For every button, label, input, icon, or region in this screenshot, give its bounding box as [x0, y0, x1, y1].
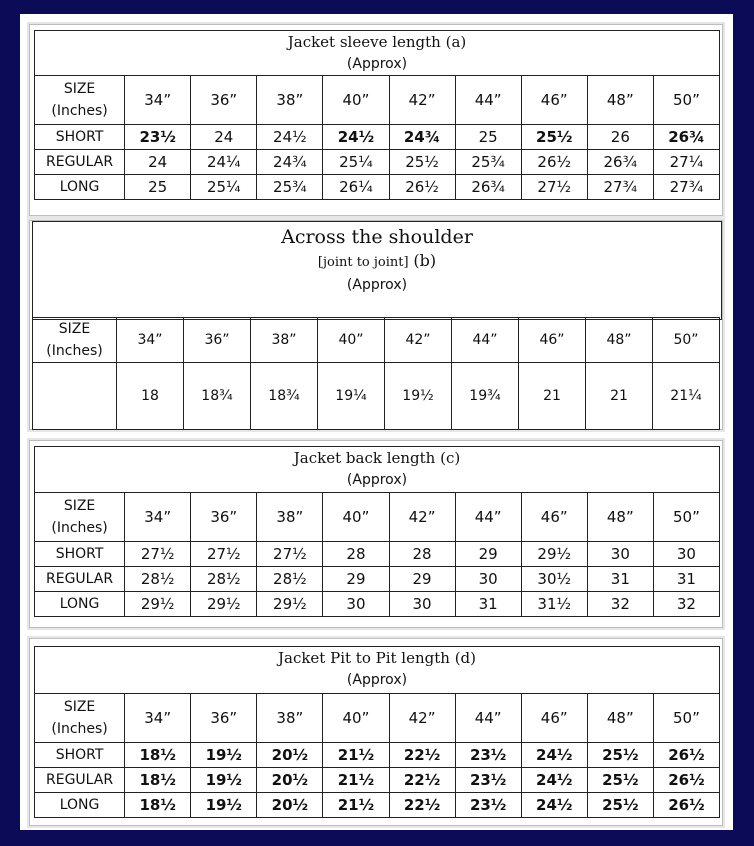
value-cell: 25½ — [389, 150, 455, 175]
pit-panel — [29, 638, 723, 826]
back-panel — [29, 440, 723, 628]
size-header-cell: 46” — [521, 76, 587, 125]
value-cell: 31½ — [521, 592, 587, 617]
shoulder-panel — [29, 220, 723, 430]
pit-title-box — [34, 646, 720, 694]
value-cell: 19¼ — [318, 363, 385, 430]
value-cell: 32 — [587, 592, 653, 617]
shoulder-title-box — [32, 221, 722, 320]
size-header-cell: 44” — [455, 694, 521, 743]
value-cell: 25 — [455, 125, 521, 150]
value-cell: 30½ — [521, 567, 587, 592]
value-cell: 24 — [191, 125, 257, 150]
table-row — [35, 150, 720, 175]
value-cell: 29 — [389, 567, 455, 592]
value-cell: 23½ — [125, 125, 191, 150]
value-cell: 29½ — [521, 542, 587, 567]
table-row — [35, 567, 720, 592]
sleeve-table — [34, 75, 720, 200]
value-cell: 30 — [389, 592, 455, 617]
size-header-cell: 44” — [452, 318, 519, 363]
value-cell: 24½ — [323, 125, 389, 150]
value-cell: 29½ — [125, 592, 191, 617]
size-header-cell: 44” — [455, 76, 521, 125]
size-header-cell: 34” — [125, 694, 191, 743]
value-cell: 25½ — [587, 793, 653, 818]
sleeve-panel — [29, 24, 723, 216]
pit-title: Jacket Pit to Pit length (d) — [277, 649, 477, 667]
row-label-cell: REGULAR — [35, 150, 125, 175]
value-cell: 30 — [587, 542, 653, 567]
value-cell: 28½ — [257, 567, 323, 592]
value-cell: 24½ — [521, 793, 587, 818]
header-row — [35, 493, 720, 542]
value-cell: 21 — [519, 363, 586, 430]
value-cell: 30 — [455, 567, 521, 592]
value-cell: 24½ — [521, 768, 587, 793]
value-cell: 26½ — [653, 793, 719, 818]
value-cell: 22½ — [389, 768, 455, 793]
table-row — [35, 768, 720, 793]
back-title-box — [34, 446, 720, 493]
value-cell: 32 — [653, 592, 719, 617]
value-cell: 26 — [587, 125, 653, 150]
value-cell: 26½ — [653, 743, 719, 768]
value-cell: 18½ — [125, 793, 191, 818]
value-cell: 27½ — [257, 542, 323, 567]
value-cell: 24¾ — [389, 125, 455, 150]
value-cell: 26¾ — [455, 175, 521, 200]
value-cell: 25 — [125, 175, 191, 200]
value-cell: 31 — [653, 567, 719, 592]
size-label-cell: SIZE (Inches) — [35, 694, 125, 743]
size-header-cell: 48” — [587, 76, 653, 125]
value-cell: 21½ — [323, 793, 389, 818]
size-header-cell: 48” — [587, 493, 653, 542]
value-cell: 19¾ — [452, 363, 519, 430]
header-row — [35, 694, 720, 743]
size-header-cell: 36” — [184, 318, 251, 363]
value-cell: 27¾ — [587, 175, 653, 200]
shoulder-subtitle-bracket: [joint to joint] — [317, 255, 409, 270]
value-cell: 20½ — [257, 768, 323, 793]
value-cell: 21½ — [323, 743, 389, 768]
row-label-cell: LONG — [35, 592, 125, 617]
value-cell: 21½ — [323, 768, 389, 793]
value-cell: 24¼ — [191, 150, 257, 175]
value-cell: 19½ — [191, 793, 257, 818]
pit-approx: (Approx) — [346, 672, 408, 688]
size-label-cell: SIZE (Inches) — [35, 493, 125, 542]
value-cell: 20½ — [257, 793, 323, 818]
size-header-cell: 50” — [653, 76, 719, 125]
size-header-cell: 40” — [323, 76, 389, 125]
value-cell: 26½ — [521, 150, 587, 175]
shoulder-title: Across the shoulder — [281, 226, 473, 248]
value-cell: 25¼ — [191, 175, 257, 200]
value-cell: 24½ — [521, 743, 587, 768]
value-cell: 30 — [323, 592, 389, 617]
value-cell: 28 — [389, 542, 455, 567]
header-row — [35, 76, 720, 125]
size-header-cell: 38” — [257, 76, 323, 125]
value-cell: 28 — [323, 542, 389, 567]
shoulder-approx: (Approx) — [346, 277, 408, 293]
value-cell: 29½ — [191, 592, 257, 617]
row-label-cell: LONG — [35, 793, 125, 818]
value-cell: 31 — [587, 567, 653, 592]
table-row — [35, 592, 720, 617]
value-cell: 18 — [117, 363, 184, 430]
value-cell: 24¾ — [257, 150, 323, 175]
row-label-cell: SHORT — [35, 542, 125, 567]
size-header-cell: 50” — [653, 694, 719, 743]
value-cell: 28½ — [125, 567, 191, 592]
size-header-cell: 48” — [586, 318, 653, 363]
blank-label-cell — [33, 363, 117, 430]
size-header-cell: 42” — [389, 694, 455, 743]
size-header-cell: 42” — [385, 318, 452, 363]
value-cell: 27½ — [521, 175, 587, 200]
value-cell: 25¾ — [257, 175, 323, 200]
sleeve-approx: (Approx) — [346, 56, 408, 72]
value-cell: 23½ — [455, 768, 521, 793]
value-cell: 26½ — [653, 768, 719, 793]
value-cell: 27½ — [191, 542, 257, 567]
size-header-cell: 50” — [653, 318, 720, 363]
size-header-cell: 42” — [389, 493, 455, 542]
size-header-cell: 38” — [251, 318, 318, 363]
value-cell: 21 — [586, 363, 653, 430]
table-row — [35, 793, 720, 818]
back-approx: (Approx) — [346, 472, 408, 488]
size-header-cell: 46” — [521, 493, 587, 542]
value-cell: 29 — [455, 542, 521, 567]
size-header-cell: 48” — [587, 694, 653, 743]
back-table — [34, 492, 720, 617]
value-cell: 18¾ — [184, 363, 251, 430]
value-cell: 26¼ — [323, 175, 389, 200]
size-header-cell: 50” — [653, 493, 719, 542]
value-cell: 27¼ — [653, 150, 719, 175]
shoulder-table — [32, 317, 720, 430]
value-cell: 27¾ — [653, 175, 719, 200]
value-cell: 19½ — [385, 363, 452, 430]
table-row — [35, 542, 720, 567]
table-row — [35, 743, 720, 768]
size-chart-frame — [20, 14, 733, 830]
table-row — [35, 125, 720, 150]
size-header-cell: 38” — [257, 694, 323, 743]
value-cell: 26¾ — [653, 125, 719, 150]
value-cell: 27½ — [125, 542, 191, 567]
row-label-cell: SHORT — [35, 743, 125, 768]
size-header-cell: 44” — [455, 493, 521, 542]
value-cell: 22½ — [389, 743, 455, 768]
size-header-cell: 36” — [191, 694, 257, 743]
value-cell: 18¾ — [251, 363, 318, 430]
value-cell: 26¾ — [587, 150, 653, 175]
value-cell: 19½ — [191, 768, 257, 793]
value-cell: 25¾ — [455, 150, 521, 175]
value-cell: 30 — [653, 542, 719, 567]
back-title: Jacket back length (c) — [293, 449, 461, 467]
size-header-cell: 38” — [257, 493, 323, 542]
size-header-cell: 34” — [117, 318, 184, 363]
row-label-cell: SHORT — [35, 125, 125, 150]
value-cell: 28½ — [191, 567, 257, 592]
value-cell: 29½ — [257, 592, 323, 617]
row-label-cell: REGULAR — [35, 567, 125, 592]
value-cell: 18½ — [125, 768, 191, 793]
value-cell: 24 — [125, 150, 191, 175]
sleeve-title-box — [34, 30, 720, 76]
value-cell: 24½ — [257, 125, 323, 150]
row-label-cell: REGULAR — [35, 768, 125, 793]
sleeve-title: Jacket sleeve length (a) — [287, 33, 467, 51]
size-header-cell: 42” — [389, 76, 455, 125]
value-cell: 25½ — [587, 743, 653, 768]
value-cell: 31 — [455, 592, 521, 617]
size-header-cell: 36” — [191, 493, 257, 542]
size-label-cell: SIZE (Inches) — [33, 318, 117, 363]
value-cell: 25½ — [521, 125, 587, 150]
header-row — [33, 318, 720, 363]
size-header-cell: 40” — [318, 318, 385, 363]
size-header-cell: 34” — [125, 493, 191, 542]
value-cell: 29 — [323, 567, 389, 592]
size-header-cell: 36” — [191, 76, 257, 125]
value-cell: 25¼ — [323, 150, 389, 175]
pit-table — [34, 693, 720, 818]
size-header-cell: 40” — [323, 493, 389, 542]
size-header-cell: 46” — [519, 318, 586, 363]
size-header-cell: 40” — [323, 694, 389, 743]
value-cell: 22½ — [389, 793, 455, 818]
size-label-cell: SIZE (Inches) — [35, 76, 125, 125]
value-cell: 21¼ — [653, 363, 720, 430]
value-cell: 19½ — [191, 743, 257, 768]
value-cell: 26½ — [389, 175, 455, 200]
shoulder-subtitle-letter: (b) — [413, 251, 437, 270]
value-cell: 23½ — [455, 743, 521, 768]
value-cell: 23½ — [455, 793, 521, 818]
value-cell: 25½ — [587, 768, 653, 793]
size-header-cell: 34” — [125, 76, 191, 125]
table-row — [35, 175, 720, 200]
value-cell: 20½ — [257, 743, 323, 768]
size-header-cell: 46” — [521, 694, 587, 743]
row-label-cell: LONG — [35, 175, 125, 200]
table-row — [33, 363, 720, 430]
value-cell: 18½ — [125, 743, 191, 768]
